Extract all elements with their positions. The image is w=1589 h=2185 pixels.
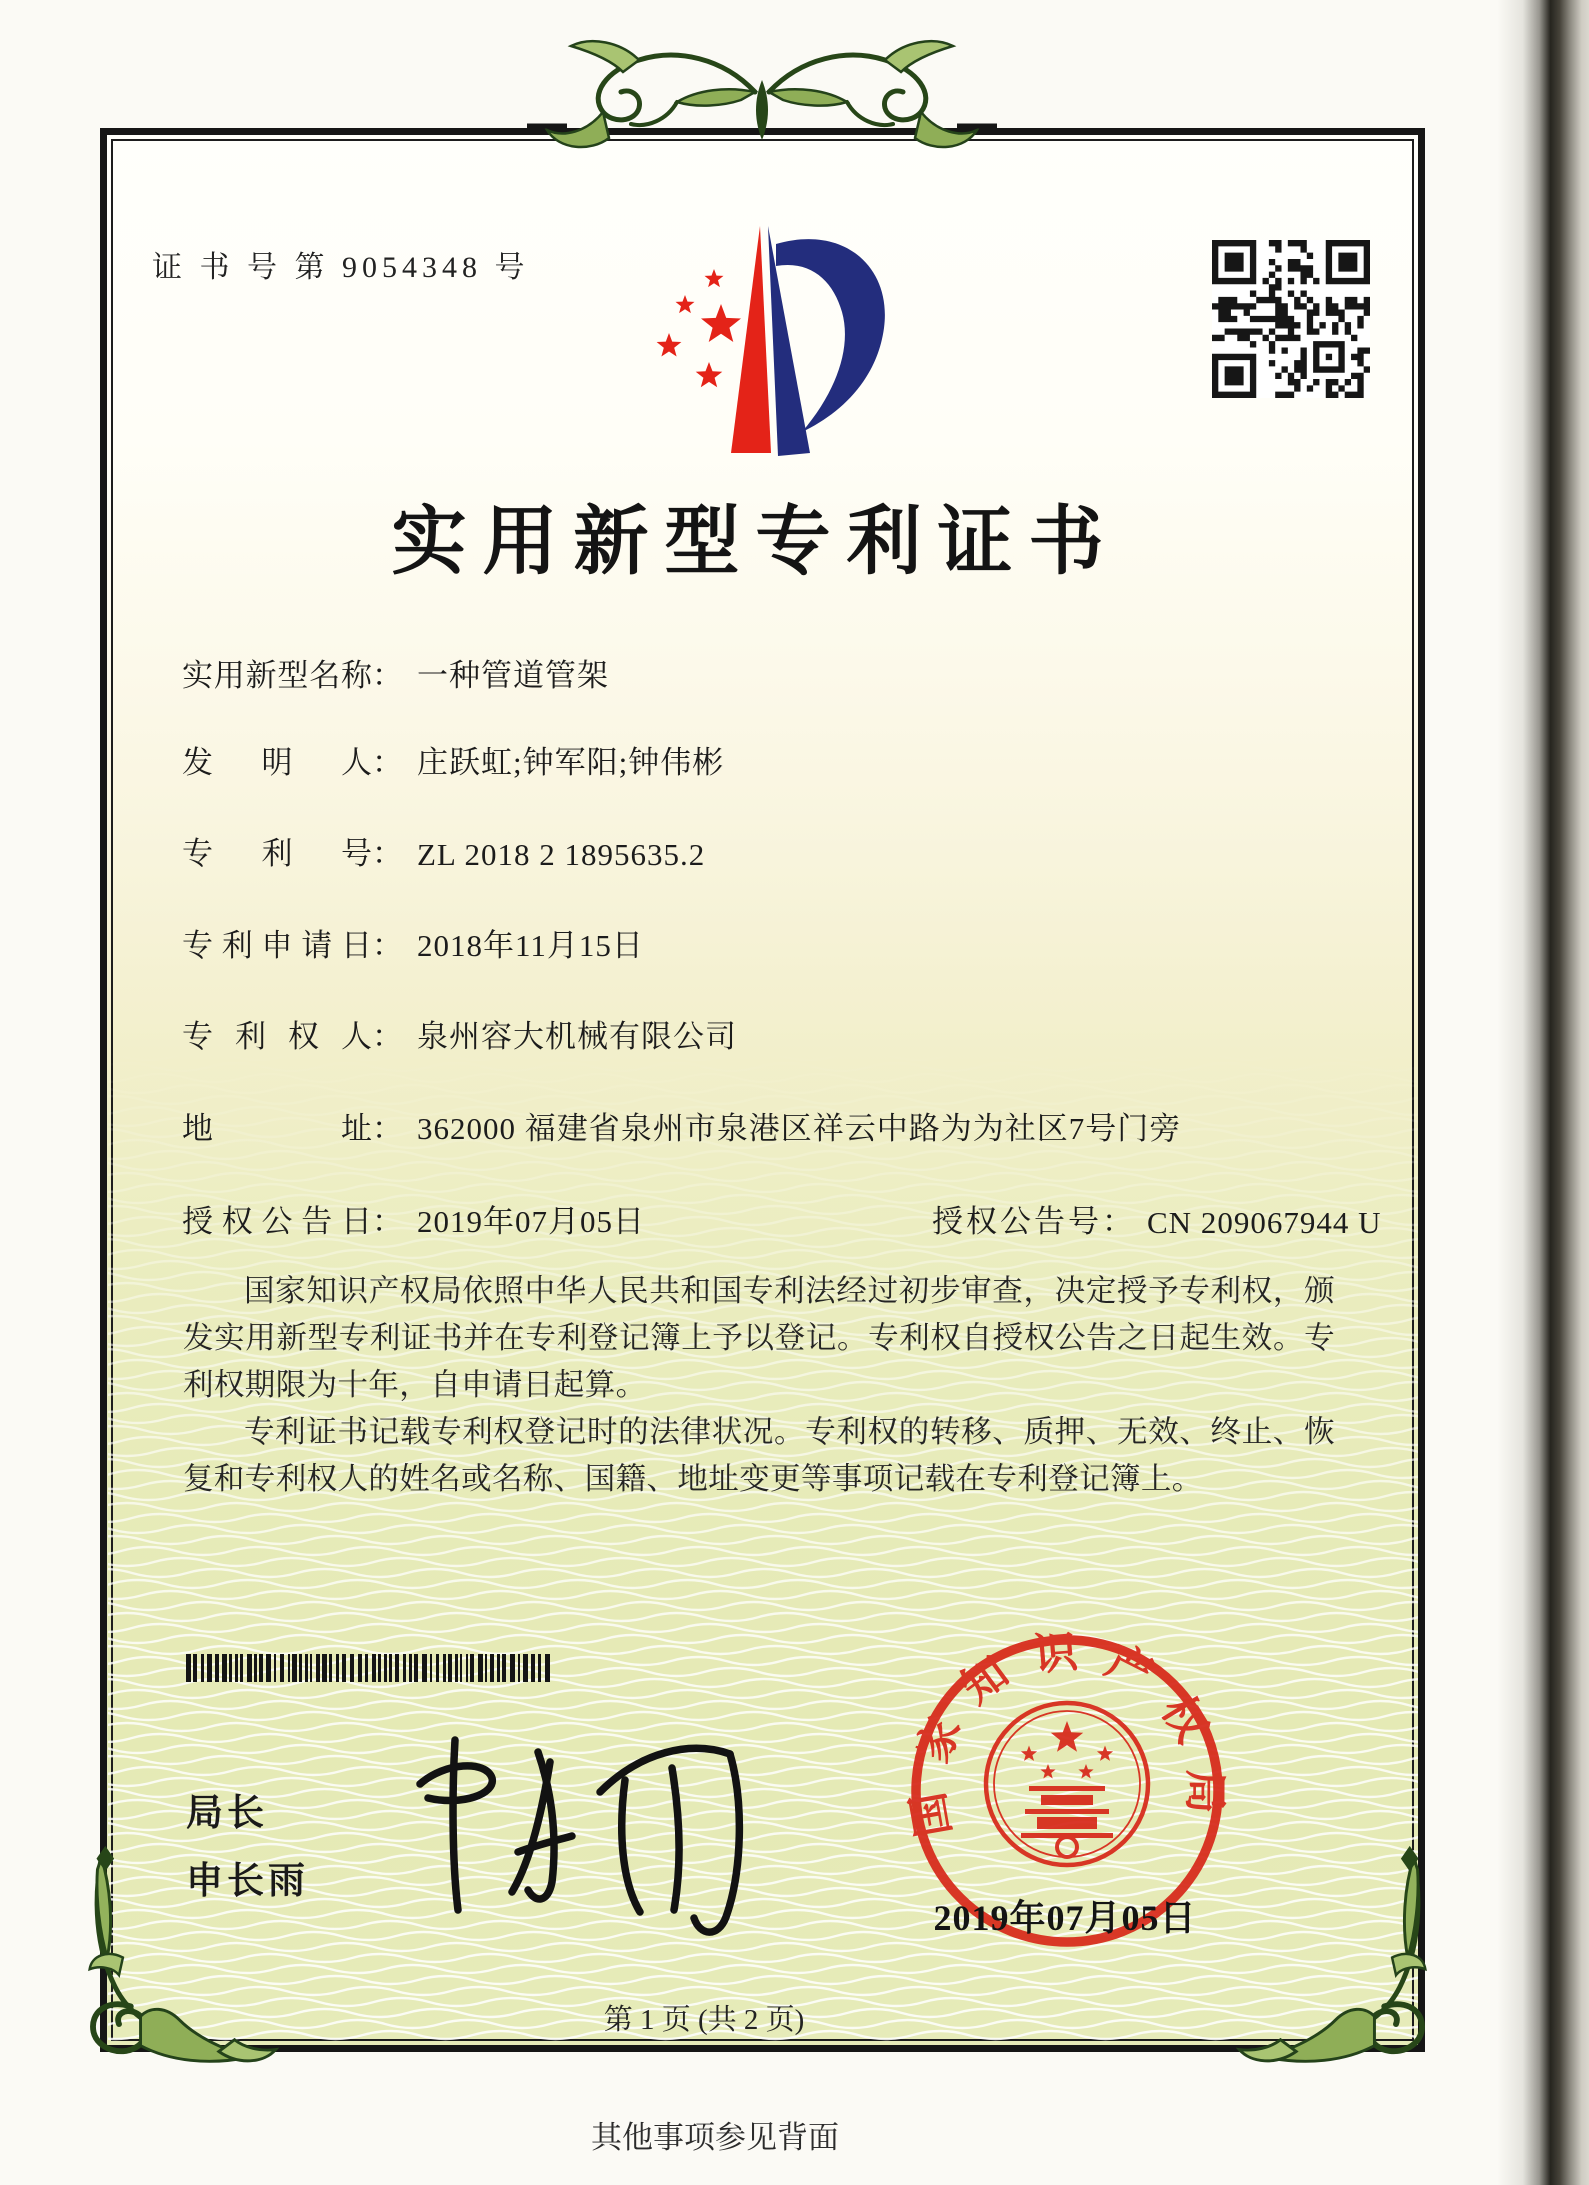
field-label: 实用新型名称	[182, 658, 372, 693]
legal-text	[183, 1268, 1335, 1503]
legal-paragraph-2: 专利证书记载专利权登记时的法律状况。专利权的转移、质押、无效、终止、恢复和专利权人的姓名或名称、国籍、地址变更等事项记载在专利登记簿上。	[183, 1415, 1335, 1496]
field-colon: ：	[1102, 1204, 1133, 1239]
field-row-patentee	[182, 1011, 737, 1055]
field-value: 2019年07月05日	[417, 1204, 645, 1239]
seal-org-text: 国家知识产权局	[903, 1627, 1230, 1841]
field-colon: ：	[372, 836, 403, 871]
field-value: 庄跃虹;钟军阳;钟伟彬	[417, 745, 725, 780]
field-grant-number	[932, 1196, 1381, 1241]
qr-code	[1212, 240, 1370, 398]
field-colon: ：	[372, 658, 403, 693]
field-value: ZL 2018 2 1895635.2	[417, 837, 706, 872]
field-row-address	[182, 1103, 1181, 1147]
field-label: 专利号	[182, 836, 372, 871]
field-label: 专利申请日	[182, 928, 372, 963]
scan-edge-shadow	[1497, 0, 1589, 2185]
signer-title: 局长	[186, 1792, 268, 1833]
field-value: 泉州容大机械有限公司	[417, 1019, 737, 1054]
certificate-number: 证 书 号 第 9054348 号	[152, 251, 530, 284]
signer-name: 申长雨	[186, 1860, 309, 1901]
certificate-title: 实用新型专利证书	[391, 501, 1120, 584]
field-label: 地址	[182, 1111, 372, 1146]
cnipa-logo-icon	[630, 216, 900, 464]
field-row-patent-no	[182, 828, 705, 872]
field-value: CN 209067944 U	[1147, 1205, 1382, 1240]
seal-date: 2019年07月05日	[933, 1898, 1197, 1938]
field-row-name	[182, 650, 609, 694]
field-value: 362000 福建省泉州市泉港区祥云中路为为社区7号门旁	[417, 1111, 1182, 1146]
field-label: 授权公告日	[182, 1204, 372, 1239]
corner-flourish-right-icon	[1208, 1840, 1443, 2075]
field-value: 一种管道管架	[417, 658, 609, 693]
field-row-inventor	[182, 737, 724, 781]
field-value: 2018年11月15日	[417, 928, 644, 963]
field-colon: ：	[372, 928, 403, 963]
field-colon: ：	[372, 1204, 403, 1239]
back-note: 其他事项参见背面	[591, 2120, 839, 2155]
signature	[400, 1732, 745, 1952]
barcode	[186, 1654, 554, 1682]
page-number: 第 1 页 (共 2 页)	[603, 2004, 805, 2036]
legal-paragraph-1: 国家知识产权局依照中华人民共和国专利法经过初步审查，决定授予专利权，颁发实用新型专利证书并在专利登记簿上予以登记。专利权自授权公告之日起生效。专利权期限为十年，自申请日起算。	[183, 1274, 1335, 1402]
field-label: 专利权人	[182, 1019, 372, 1054]
field-colon: ：	[372, 1111, 403, 1146]
field-label: 发明人	[182, 745, 372, 780]
field-label: 授权公告号	[932, 1204, 1102, 1239]
field-colon: ：	[372, 745, 403, 780]
field-row-grant-date	[182, 1196, 1382, 1240]
field-colon: ：	[372, 1019, 403, 1054]
field-row-filing-date	[182, 920, 644, 964]
top-flourish-icon	[527, 28, 997, 178]
